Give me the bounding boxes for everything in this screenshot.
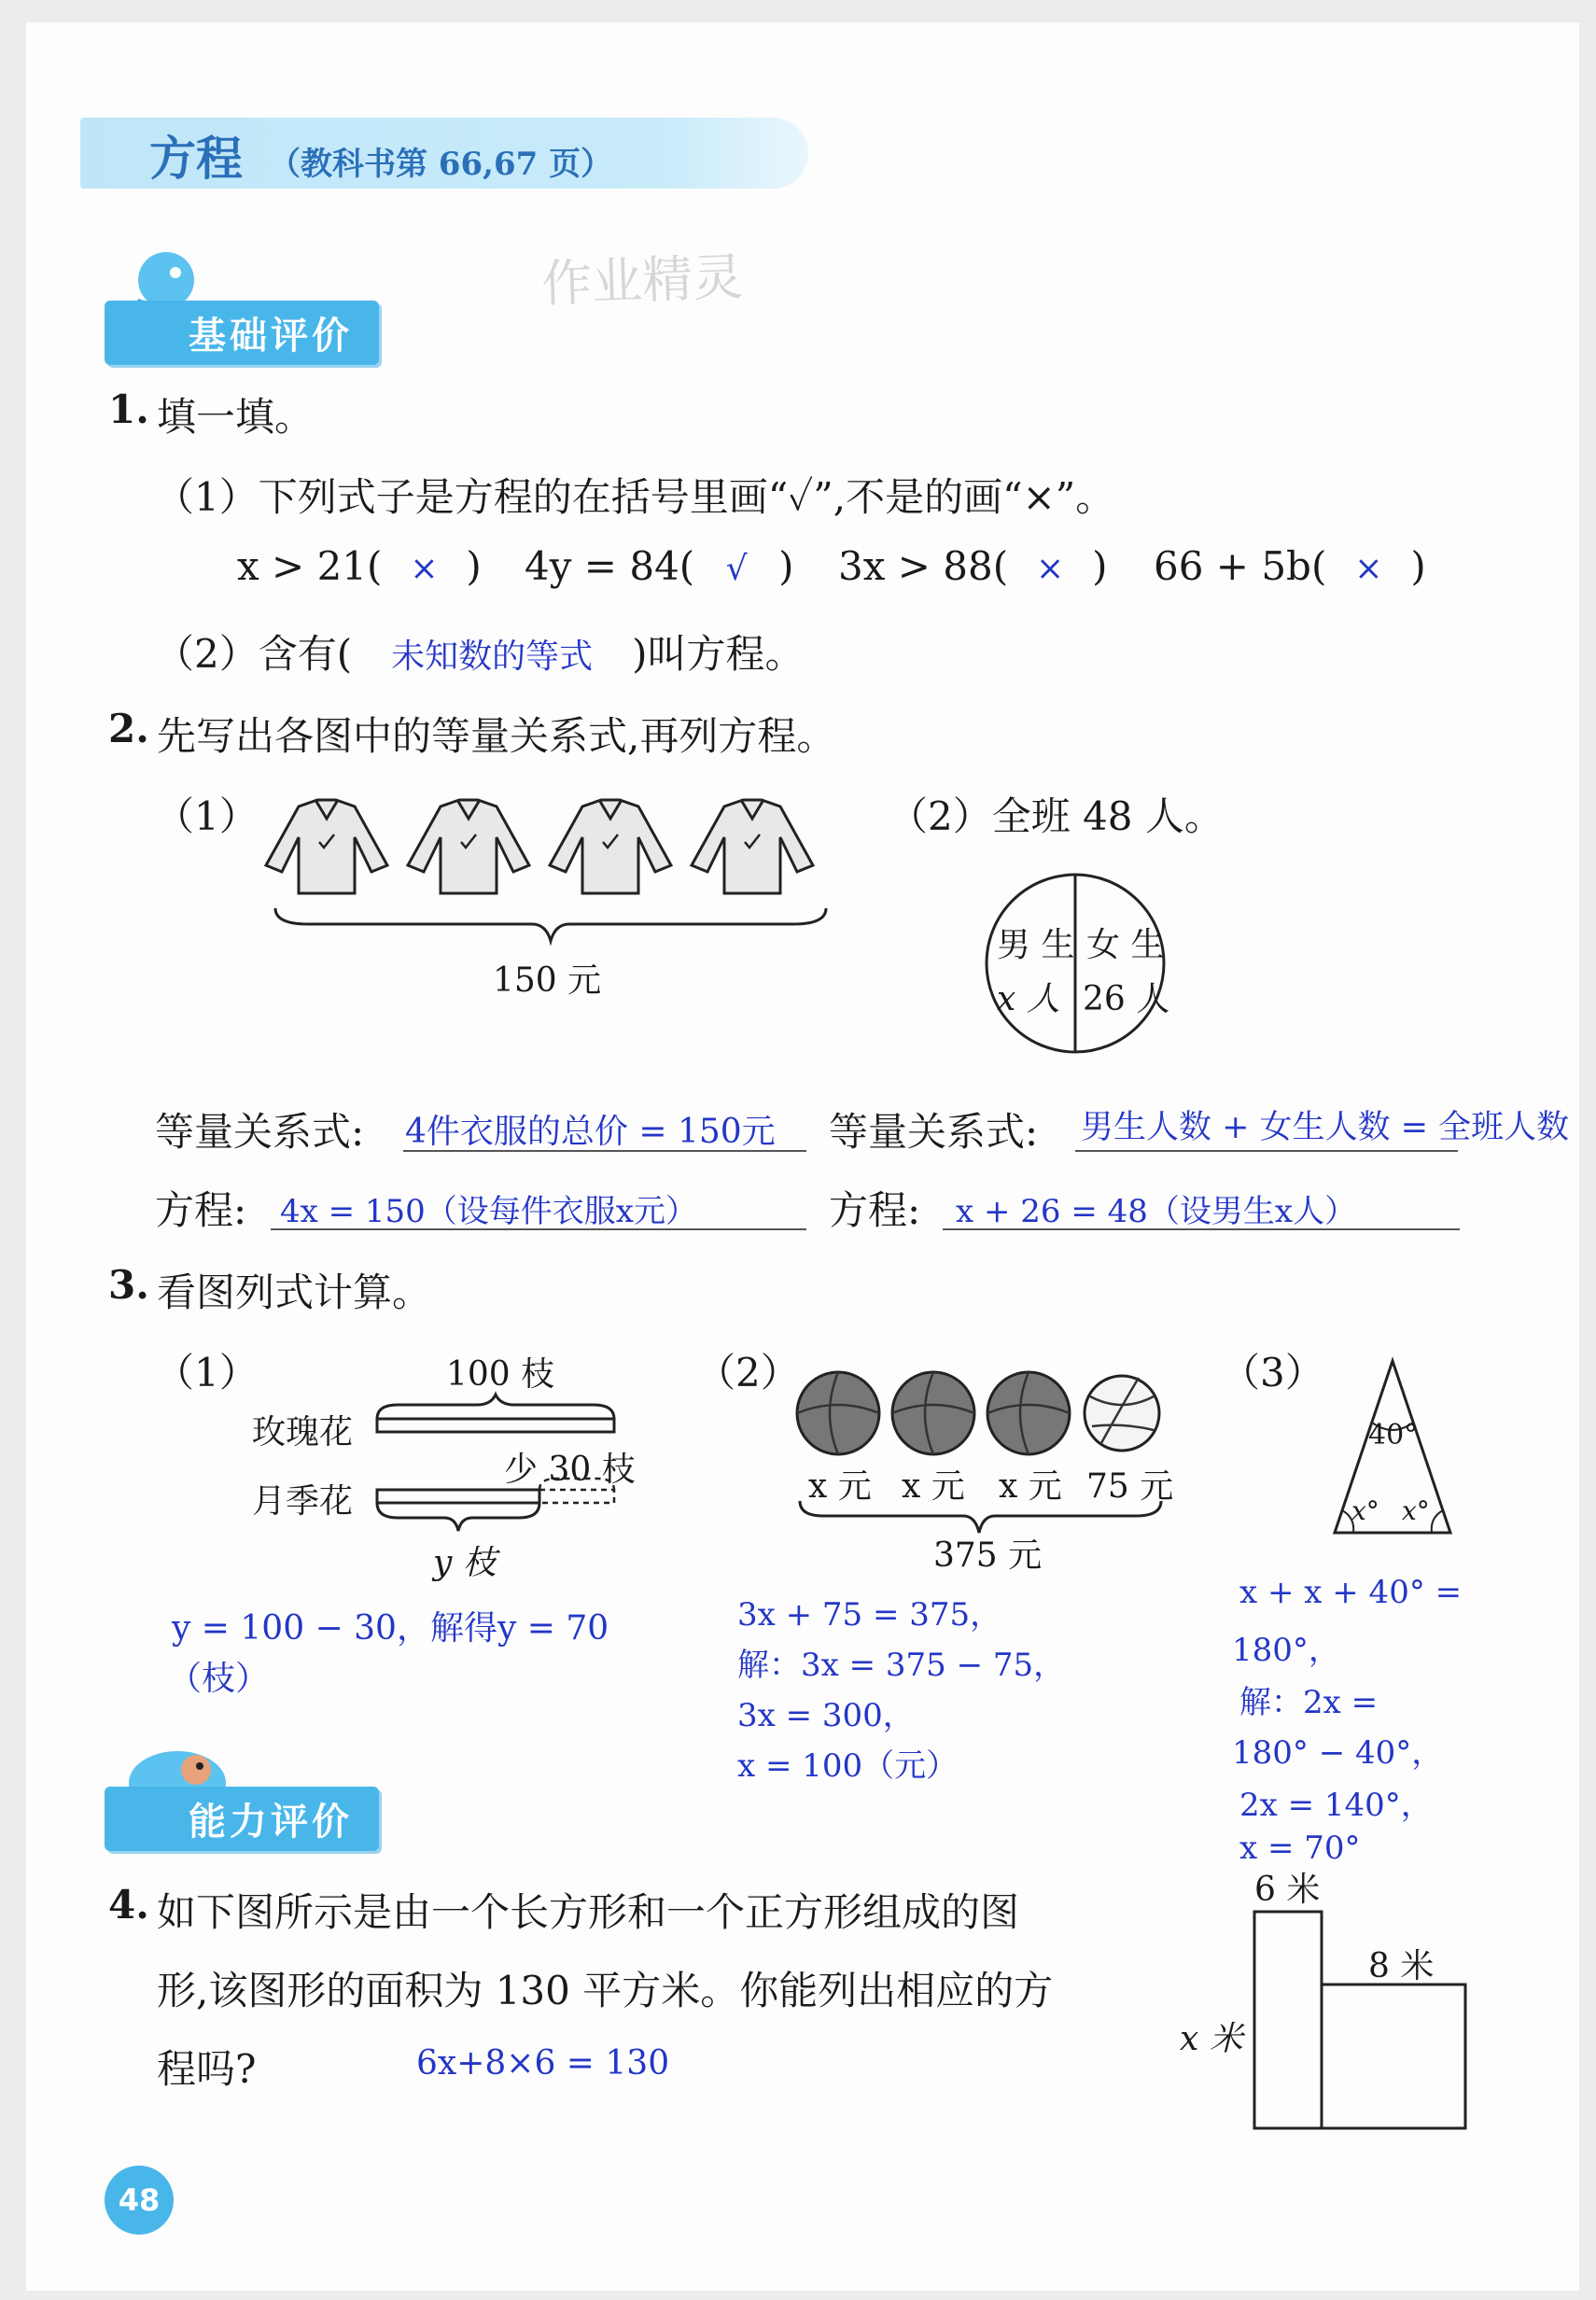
q4-number: 4.	[108, 1882, 149, 1928]
q1-part2-answer: 未知数的等式	[391, 638, 594, 676]
q4-answer: 6x+8×6 = 130	[416, 2044, 670, 2083]
q3-p1-rose: 玫瑰花	[252, 1413, 354, 1452]
q3-p3-answer-6: x = 70°	[1239, 1830, 1361, 1867]
relation-label-left: 等量关系式:	[155, 1109, 365, 1155]
q1-text: 填一填。	[157, 394, 315, 440]
brace-150	[271, 904, 831, 950]
q3-p2-price-3: x 元	[999, 1467, 1062, 1506]
q3-p3-right: x°	[1402, 1495, 1430, 1526]
q4-line-2: 形,该图形的面积为 130 平方米。你能列出相应的方	[157, 1968, 1054, 2013]
q3-p3-top: 40°	[1368, 1419, 1419, 1452]
q3-p2-answer-1: 3x + 75 = 375，	[737, 1596, 1002, 1634]
q3-p3-answer-5: 2x = 140°，	[1239, 1787, 1433, 1824]
watermark: 作业精灵	[540, 247, 745, 314]
q1-item-3-close: )	[1092, 543, 1108, 589]
q2-right-relation: 男生人数 + 女生人数 = 全班人数	[1081, 1109, 1570, 1146]
equation-label-right: 方程:	[829, 1187, 921, 1233]
section-basic: 基础评价	[105, 301, 379, 365]
q3-p3-answer-4: 180° − 40°，	[1232, 1734, 1444, 1772]
q3-p1-less: 少 30 枝	[504, 1451, 636, 1489]
balls-figure	[793, 1368, 1185, 1462]
q2-left-equation: 4x = 150（设每件衣服x元）	[280, 1193, 697, 1230]
q1-item-1-answer: ×	[410, 550, 439, 588]
q1-item-3-answer: ×	[1036, 550, 1065, 588]
page-subtitle: （教科书第 66,67 页）	[269, 146, 613, 183]
q1-item-3-expr: 3x > 88(	[838, 543, 1009, 589]
relation-label-right: 等量关系式:	[829, 1109, 1039, 1155]
q2-left-relation: 4件衣服的总价 = 150元	[405, 1113, 776, 1151]
q1-number: 1.	[108, 386, 149, 432]
q1-item-1-close: )	[466, 543, 482, 589]
q1-item-4-expr: 66 + 5b(	[1154, 543, 1327, 589]
q1-item-3	[838, 543, 1108, 589]
q2-number: 2.	[108, 706, 149, 751]
q1-item-1	[237, 543, 482, 589]
circle-right-top: 女 生	[1086, 926, 1165, 964]
q3-p1-y: y 枝	[433, 1544, 497, 1582]
q3-p1-answer-2: （枝）	[168, 1660, 270, 1698]
q1-item-2-expr: 4y = 84(	[525, 543, 695, 589]
q1-item-2-close: )	[778, 543, 794, 589]
q3-p2-answer-4: x = 100（元）	[737, 1747, 959, 1785]
q1-item-4	[1154, 543, 1426, 589]
page-number: 48	[105, 2166, 174, 2235]
q3-p3-answer-2: 180°，	[1232, 1632, 1340, 1669]
q1-item-4-close: )	[1410, 543, 1426, 589]
q3-number: 3.	[108, 1262, 149, 1308]
q3-p2-label: （2）	[696, 1350, 800, 1395]
q3-p1-answer-1: y = 100 − 30，解得y = 70	[172, 1609, 609, 1648]
q3-p2-total: 375 元	[933, 1536, 1043, 1575]
q2-right-label: （2）全班 48 人。	[889, 793, 1224, 839]
q4-line-1: 如下图所示是由一个长方形和一个正方形组成的图	[157, 1889, 1020, 1935]
q4-label-6: 6 米	[1254, 1871, 1321, 1909]
circle-right-bottom: 26 人	[1083, 980, 1170, 1018]
q3-p2-price-1: x 元	[808, 1467, 872, 1506]
q2-left-label: （1）	[155, 793, 259, 839]
q3-p3-label: （3）	[1221, 1350, 1324, 1395]
q1-item-2-answer: √	[725, 550, 748, 588]
q4-line-3: 程吗?	[157, 2046, 257, 2092]
q1-item-4-answer: ×	[1354, 550, 1383, 588]
page-title: 方程	[149, 132, 243, 186]
q2-text: 先写出各图中的等量关系式,再列方程。	[157, 713, 836, 759]
circle-left-top: 男 生	[997, 926, 1075, 964]
q3-p3-answer-1: x + x + 40° =	[1239, 1574, 1463, 1611]
q3-text: 看图列式计算。	[157, 1269, 432, 1315]
q3-p2-answer-2: 解：3x = 375 − 75，	[737, 1647, 1066, 1684]
q1-part2-suffix: )叫方程。	[632, 631, 805, 677]
q3-p3-left: x°	[1351, 1495, 1379, 1526]
q1-part2	[155, 624, 805, 680]
q3-p2-answer-3: 3x = 300，	[737, 1697, 915, 1734]
equation-label-left: 方程:	[155, 1187, 247, 1233]
q1-part1: （1）下列式子是方程的在括号里画“✓”,不是的画“×”。	[155, 474, 1115, 520]
q3-p1-bars	[370, 1391, 622, 1550]
q3-p2-price-2: x 元	[902, 1467, 965, 1506]
q2-left-total: 150 元	[493, 961, 602, 1000]
q3-p1-label: （1）	[155, 1350, 259, 1395]
q3-p1-month: 月季花	[252, 1482, 354, 1521]
section-ability: 能力评价	[105, 1787, 379, 1851]
q1-item-1-expr: x > 21(	[237, 543, 383, 589]
q3-p3-answer-3: 解：2x =	[1239, 1684, 1379, 1721]
q4-label-8: 8 米	[1368, 1947, 1435, 1985]
q4-label-x: x 米	[1180, 2020, 1243, 2058]
q3-p2-price-4: 75 元	[1086, 1467, 1174, 1506]
circle-left-bottom: x 人	[997, 980, 1060, 1018]
q1-part2-prefix: （2）含有(	[155, 631, 353, 677]
q1-item-2	[525, 543, 794, 589]
rect-square-figure	[1247, 1904, 1480, 2147]
q3-p1-total: 100 枝	[446, 1355, 555, 1394]
q2-right-equation: x + 26 = 48（设男生x人）	[956, 1193, 1357, 1230]
